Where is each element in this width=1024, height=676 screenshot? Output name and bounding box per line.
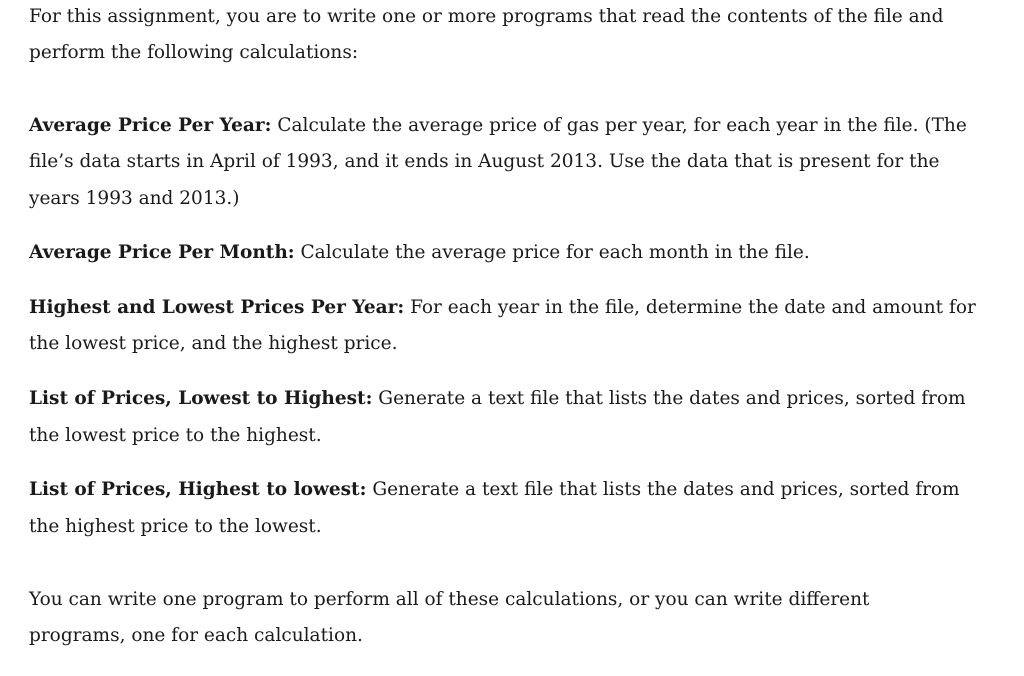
task-line: the lowest price to the highest.	[29, 425, 322, 446]
task-text: Generate a text file that lists the dates and prices, sorted from	[366, 479, 960, 500]
task-line	[29, 296, 976, 320]
closing-line-1: You can write one program to perform all of these calculations, or you can write different	[29, 589, 870, 610]
task-text: Calculate the average price for each month in the file.	[294, 242, 810, 263]
task-line: years 1993 and 2013.)	[29, 188, 240, 209]
task-line	[29, 387, 966, 411]
task-line: the lowest price, and the highest price.	[29, 333, 398, 354]
intro-line-1: For this assignment, you are to write one or more programs that read the contents of the file and	[29, 6, 944, 27]
closing-line-2: programs, one for each calculation.	[29, 625, 363, 646]
task-line: the highest price to the lowest.	[29, 516, 322, 537]
task-title: Highest and Lowest Prices Per Year:	[29, 297, 405, 318]
task-line	[29, 241, 810, 265]
task-title: Average Price Per Year:	[29, 115, 272, 136]
task-title: Average Price Per Month:	[29, 242, 295, 263]
task-line	[29, 114, 967, 138]
task-title: List of Prices, Lowest to Highest:	[29, 388, 373, 409]
task-title: List of Prices, Highest to lowest:	[29, 479, 367, 500]
task-text: Generate a text file that lists the dates and prices, sorted from	[372, 388, 966, 409]
task-text: For each year in the file, determine the date and amount for	[404, 297, 976, 318]
intro-line-2: perform the following calculations:	[29, 42, 359, 63]
task-line	[29, 478, 960, 502]
task-text: Calculate the average price of gas per year, for each year in the file. (The	[271, 115, 967, 136]
task-line: file’s data starts in April of 1993, and it ends in August 2013. Use the data that is present for the	[29, 151, 940, 172]
